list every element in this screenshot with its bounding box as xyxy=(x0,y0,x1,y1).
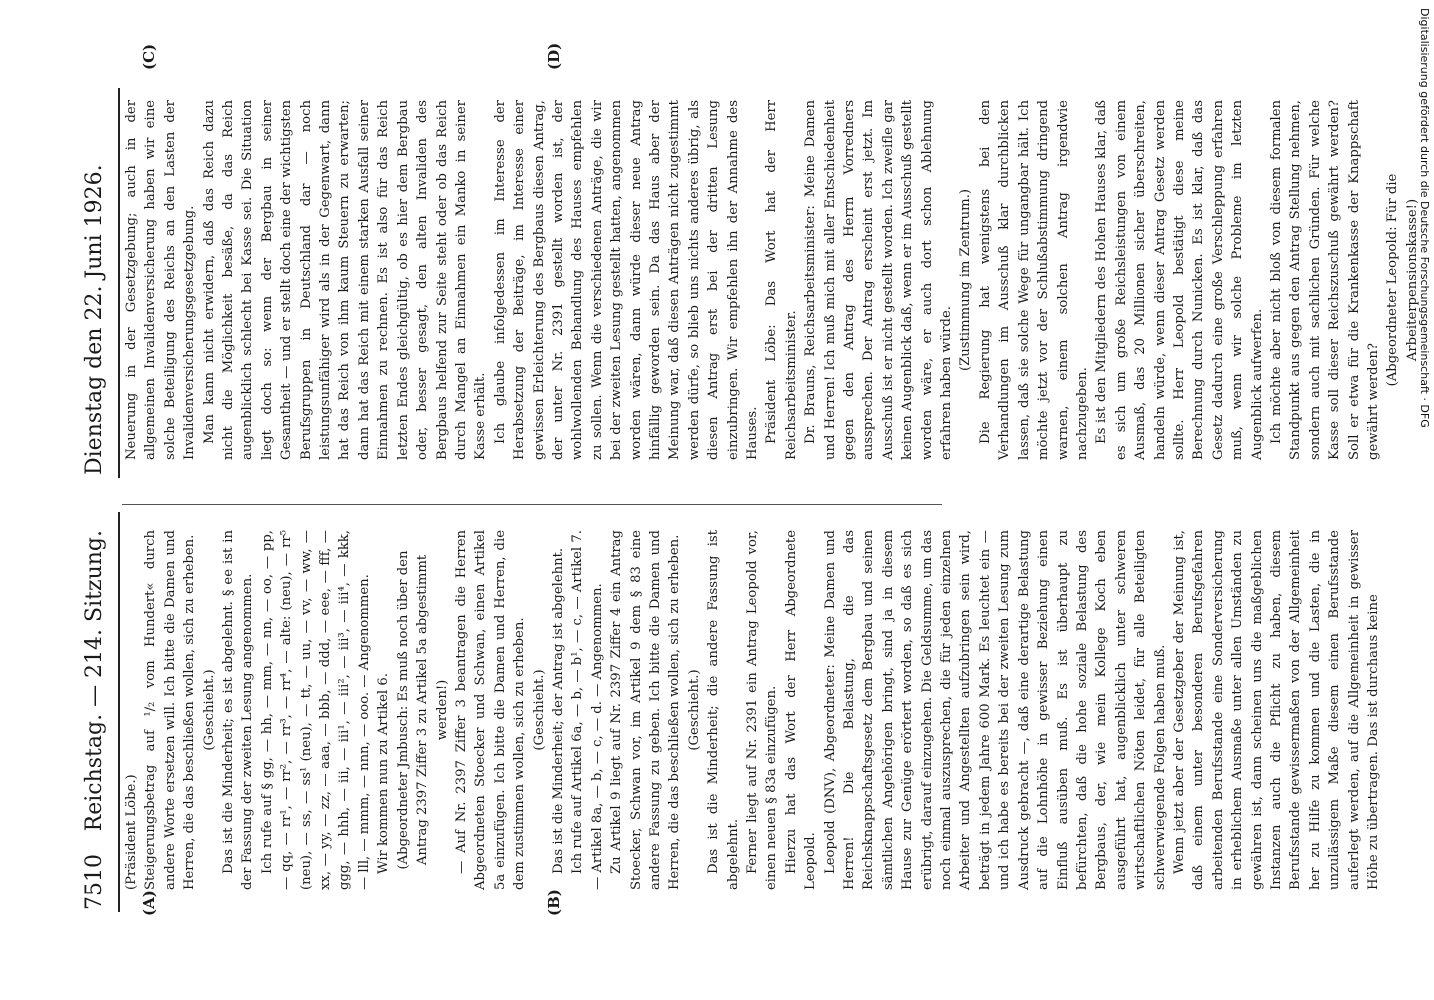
page-number: 7510 xyxy=(82,854,107,910)
paragraph: Hierzu hat das Wort der Herr Abgeordnete Leopold. xyxy=(783,530,819,890)
speech-paragraph: Leopold (DNV), Abgeordneter: Meine Damen und Herren! Die Belastung, die das Reichsknappschaftsgesetz dem Bergbau und seinen sämtlichen Angehörigen bringt, sind ja in diesem Hause zur Genüge erörtert worden, so daß es sich erübrigt, darauf einzugehen. Die Geldsumme, um das noch einmal auszusprechen, die für jeden einzelnen Arbeiter und Angestellten aufzubringen sein wird, beträgt in jedem Jahre 600 Mark. Es leuchtet ein — und ich habe es bereits bei der zweiten Lesung zum Ausdruck gebracht —, daß eine derartige Belastung auf die Lohnhöhe in gewisser Beziehung einen Einfluß ausüben muß. Es ist überhaupt zu befürchten, daß die hohe soziale Belastung des Bergbaus, der, wie mein Kollege Koch eben ausgeführt hat, augenblicklich unter schweren wirtschaftlichen Nöten leidet, für alle Beteiligten schwerwiegende Folgen haben muß. xyxy=(822,530,1168,890)
paragraph: Neuerung in der Gesetzgebung; auch in der allgemeinen Invalidenversicherung haben wir eine solche Beteiligung des Reichs an den Lasten der Invalidenversicherungsgesetzgebung. xyxy=(124,100,198,460)
paragraph: Ich rufe auf § gg, — hh, — mm, — nn, — oo, — pp, — qq, — rr¹, — rr², — rr³, — rr⁴, — alte: (neu), — rr⁵ (neu), — ss, — ss¹ (neu), — tt, — uu, — vv, — ww, — xx, — yy, — zz, — aaa, — bbb, — ddd, — eee, — fff, — ggg, — hhh, — iii, — iii¹, — iii², — iii³, — iii⁴, — kkk, — lll, — mmm, — nnn, — ooo. — Angenommen. xyxy=(259,530,372,890)
paragraph: Das ist die Minderheit; die andere Fassung ist abgelehnt. xyxy=(706,530,741,890)
interjection: (Zustimmung im Zentrum.) xyxy=(958,188,974,372)
header-rule-left xyxy=(118,512,120,912)
paragraph: Zu Artikel 9 liegt auf Nr. 2397 Ziffer 4 ein Antrag Stoecker, Schwan vor, im Artikel 9 dem § 83 eine andere Fassung zu geben. Ich bitte die Damen und Herren, die das beschließen wollen, sich zu erheben. xyxy=(609,530,683,890)
paragraph: Ferner liegt auf Nr. 2391 ein Antrag Leopold vor, einen neuen § 83a einzufügen. xyxy=(745,530,780,890)
right-header-title: Dienstag den 22. Juni 1926. xyxy=(82,164,107,475)
paragraph: Das ist die Minderheit; der Antrag ist abgelehnt. xyxy=(550,547,566,874)
speech-paragraph: Dr. Brauns, Reichsarbeitsminister: Meine Damen und Herren! Ich muß mich mit aller Entschiedenheit gegen den Antrag des Herrn Vorredners aussprechen. Der Antrag erscheint erst jetzt. Im Ausschuß ist er nicht gestellt worden. Ich zweifle gar keinen Augenblick daß, wenn er im Ausschuß gestellt worden wäre, er auch dort schon Ablehnung erfahren haben würde. xyxy=(803,100,955,460)
interjection: (Abgeordneter Leopold: Für die Arbeiterpensionskasse!) xyxy=(1385,173,1420,387)
paragraph: Wir kommen nun zu Artikel 6. xyxy=(376,673,392,874)
left-text-column xyxy=(122,530,1383,890)
interjection: (Geschieht.) xyxy=(686,669,702,751)
paragraph: Das ist die Minderheit; es ist abgelehnt. § ee ist in der Fassung der zweiten Lesung angenommen. xyxy=(221,530,256,890)
right-page-header xyxy=(82,95,112,475)
interjection: (Geschieht.) xyxy=(201,669,217,751)
column-divider xyxy=(122,504,942,505)
left-header-title: Reichstag. — 214. Sitzung. xyxy=(82,530,107,832)
speech-paragraph: Wenn jetzt aber der Gesetzgeber der Meinung ist, daß einem unter besonderen Berufsgefahren arbeitenden Berufsstande eine Sonderversicherung in erheblichem Ausmaße unter allen Umständen zu gewähren ist, dann scheinen uns die maßgeblichen Instanzen auch die Pflicht zu haben, diesem Berufsstande gewissermaßen von der Allgemeinheit her zu Hilfe zu kommen und die Lasten, die in unzulässigem Maße diesem einen Berufsstande auferlegt werden, auf die Allgemeinheit in gewisser Höhe zu übertragen. Das ist durchaus keine xyxy=(1171,530,1381,890)
margin-marker-d: (D) xyxy=(545,42,563,70)
paragraph: Ich glaube infolgedessen im Interesse der Herabsetzung der Beiträge, im Interesse einer gewissen Erleichterung des Bergbaus diesen Antrag, der unter Nr. 2391 gestellt worden ist, der wohlwollenden Behandlung des Hauses empfehlen zu sollen. Wenn die verschiedenen Anträge, die wir bei der zweiten Lesung gestellt hatten, angenommen worden wären, dann würde dieser neue Antrag hinfällig geworden sein. Da das Haus aber der Meinung war, daß diesen Anträgen nicht zugestimmt werden dürfe, so blieb uns nichts anderes übrig, als diesen Antrag erst bei der dritten Lesung einzubringen. Wir empfehlen ihn der Annahme des Hauses. xyxy=(492,100,760,460)
interjection: (Abgeordneter Jmbusch: Es muß noch über den Antrag 2397 Ziffer 3 zu Artikel 5a abgestimmt werden!) xyxy=(395,550,450,870)
margin-marker-c: (C) xyxy=(140,43,158,70)
right-text-column xyxy=(122,100,1422,460)
left-page-header xyxy=(82,530,112,910)
paragraph: — Auf Nr. 2397 Ziffer 3 beantragen die Herren Abgeordneten Stoecker und Schwan, einen Artikel 5a einzufügen. Ich bitte die Damen und Herren, die dem zustimmen wollen, sich zu erheben. xyxy=(453,530,528,890)
paragraph: Steigerungsbetrag auf ¹/₂ vom Hundert« durch andere Worte ersetzen will. Ich bitte die Damen und Herren, die das beschließen wollen, sich zu erheben. xyxy=(143,530,198,890)
margin-marker-b: (B) xyxy=(545,889,563,916)
speech-paragraph: Die Regierung hat wenigstens bei den Verhandlungen im Ausschuß klar durchblicken lassen, daß sie solche Wege für ungangbar hält. Ich möchte jetzt vor der Schlußabstimmung dringend warnen, einem solchen Antrag irgendwie nachzugeben. xyxy=(977,100,1090,460)
paragraph: Ich rufe auf Artikel 6a, — b, — b¹, — c, — Artikel 7. — Artikel 8a, — b, — c, — d. — Angenommen. xyxy=(570,530,605,890)
speech-paragraph: Ich möchte aber nicht bloß von diesem formalen Standpunkt aus gegen den Antrag Stellung nehmen, sondern auch mit sachlichen Gründen. Für welche Kasse soll dieser Reichszuschuß gewährt werden? Soll er etwa für die Krankenkasse der Knappschaft gewährt werden? xyxy=(1268,100,1381,460)
header-rule-right xyxy=(118,88,120,478)
speech-paragraph: Es ist den Mitgliedern des Hohen Hauses klar, daß es sich um große Reichsleistungen von einem Ausmaß, das 20 Millionen sicher überschreiten, handeln würde, wenn dieser Antrag Gesetz werden sollte. Herr Leopold bestätigt diese meine Berechnung durch Nunicken. Es ist klar, daß das Gesetz dadurch eine große Verschleppung erfahren muß, wenn wir solche Probleme im letzten Augenblick aufwerfen. xyxy=(1094,100,1265,460)
dfg-watermark xyxy=(1418,8,1432,868)
margin-marker-a: (A) xyxy=(140,890,158,916)
paragraph: (Präsident Löbe.) xyxy=(124,774,139,890)
paragraph: Man kann nicht erwidern, daß das Reich dazu nicht die Möglichkeit besäße, da das Reich augenblicklich schlecht bei Kasse sei. Die Situation liegt doch so: wenn der Bergbau in seiner Gesamtheit — und er stellt doch eine der wichtigsten Berufsgruppen in Deutschland dar — noch leistungsunfähiger wird als in der Gegenwart, dann hat das Reich von ihm kaum Steuern zu erwarten; dann hat das Reich mit einem starken Ausfall seiner Einnahmen zu rechnen. Es ist also für das Reich letzten Endes gleichgültig, ob es hier dem Bergbau oder, besser gesagt, den alten Invaliden des Bergbaus helfend zur Seite steht oder ob das Reich durch Mangel an Einnahmen ein Manko in seiner Kasse erhält. xyxy=(201,100,489,460)
speaker-paragraph: Präsident Löbe: Das Wort hat der Herr Reichsarbeitsminister. xyxy=(764,100,799,460)
interjection: (Geschieht.) xyxy=(531,669,547,751)
watermark-text: Digitalisierung gefördert durch die Deutsche Forschungsgemeinschaft · DFG xyxy=(1418,8,1431,428)
